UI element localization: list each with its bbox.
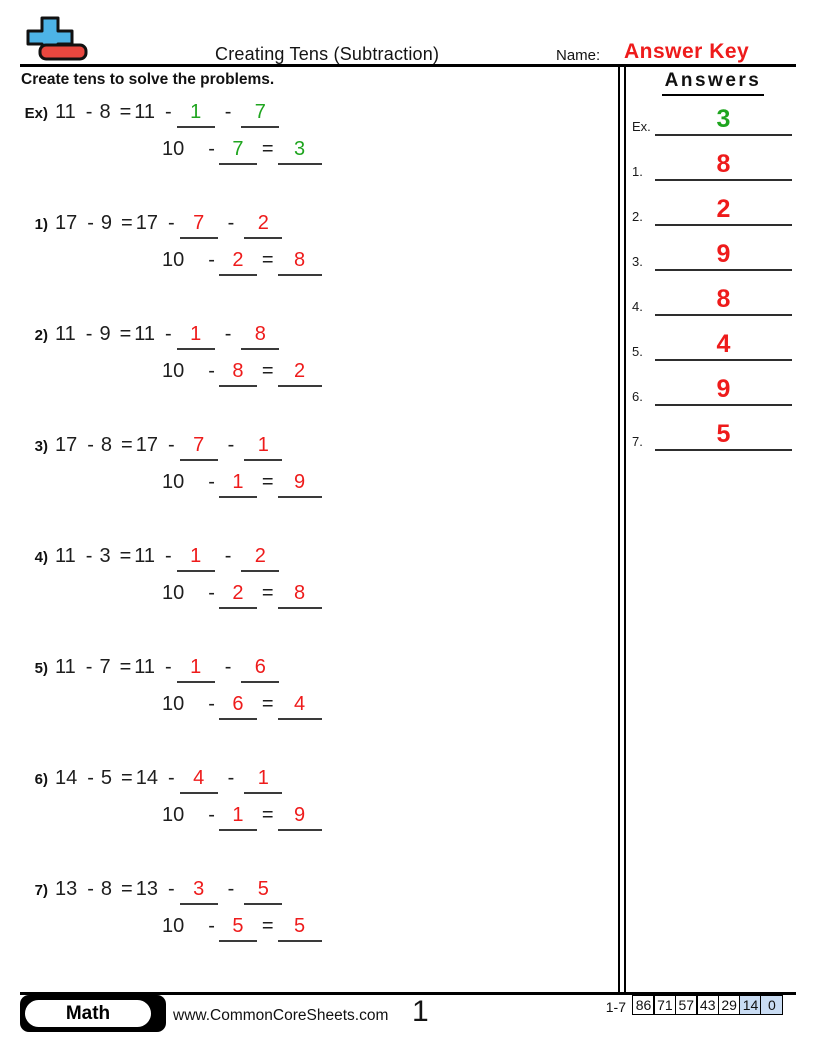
answer-number-label: 7. [632,434,643,449]
answer-blank-result: 2 [278,360,322,387]
answer-blank-first: 1 [177,323,215,350]
minuend: 11 [55,101,76,123]
minus-sign: - [208,249,215,271]
equals-sign: = [261,693,274,715]
answer-row [632,285,792,316]
subtrahend: 7 [99,656,111,678]
score-cell: 57 [675,995,698,1015]
score-cell: 14 [739,995,762,1015]
problem-number-label: 3) [34,438,48,455]
ten-value: 10 [162,804,185,826]
answer-blank-subtract: 8 [219,360,257,387]
minus-sign: - [87,878,94,900]
minus-sign: - [224,545,232,567]
worksheet-title: Creating Tens (Subtraction) [215,44,440,64]
answer-blank-second: 5 [244,878,282,905]
answer-number-label: 1. [632,164,643,179]
equals-sign: = [261,360,274,382]
problem-equation-line2 [162,137,322,165]
answer-blank-first: 4 [180,767,218,794]
minuend-repeat: 17 [135,212,158,234]
name-label: Name: [556,47,601,64]
website-text: www.CommonCoreSheets.com [173,1007,389,1024]
subject-badge-label: Math [25,1000,151,1027]
minuend-repeat: 11 [134,323,156,345]
answer-blank-result: 8 [278,249,322,276]
answer-blank-second: 2 [244,212,282,239]
answer-blank-first: 1 [177,101,215,128]
subtrahend: 5 [100,767,113,789]
minus-sign: - [165,323,172,345]
minuend: 14 [55,767,78,789]
minus-sign: - [87,767,94,789]
minus-sign: - [208,138,215,160]
minuend-repeat: 17 [135,434,158,456]
score-cell: 29 [718,995,741,1015]
answer-blank-result: 5 [278,915,322,942]
problem-equation-line1 [22,655,322,683]
problem-block [22,322,322,387]
problem-block [22,766,322,831]
problem-equation-line2 [162,581,322,609]
minuend: 11 [55,545,76,567]
minuend: 17 [55,212,78,234]
minuend: 13 [55,878,78,900]
answer-blank-subtract: 2 [219,582,257,609]
ten-value: 10 [162,360,185,382]
subtrahend: 9 [99,323,111,345]
subject-badge [20,995,166,1032]
equals-sign: = [119,101,132,123]
subtrahend: 8 [100,878,113,900]
answer-blank-subtract: 2 [219,249,257,276]
minuend-repeat: 14 [135,767,158,789]
ten-value: 10 [162,138,185,160]
equals-sign: = [119,545,132,567]
problem-equation-line1 [22,100,322,128]
answer-number-label: Ex. [632,119,651,134]
problem-number-label: 1) [34,216,48,233]
problem-number-label: 7) [34,882,48,899]
score-grid [632,995,783,1015]
minus-sign: - [208,693,215,715]
subtrahend: 8 [99,101,111,123]
answer-value: 8 [655,285,792,316]
problem-number-label: 2) [34,327,48,344]
answers-column-divider [618,67,626,993]
minus-sign: - [227,212,235,234]
problem-number-label: Ex) [24,105,48,122]
minus-sign: - [227,434,235,456]
subtrahend: 8 [100,434,113,456]
ten-value: 10 [162,582,185,604]
answer-row [632,330,792,361]
minus-sign: - [208,804,215,826]
answer-value: 5 [655,420,792,451]
subtrahend: 9 [100,212,113,234]
answer-blank-subtract: 6 [219,693,257,720]
answer-blank-subtract: 7 [219,138,257,165]
subtrahend: 3 [99,545,111,567]
answer-row [632,195,792,226]
answer-blank-second: 2 [241,545,279,572]
answer-value: 8 [655,150,792,181]
problem-equation-line2 [162,803,322,831]
answer-blank-first: 1 [177,545,215,572]
answer-blank-second: 1 [244,434,282,461]
minus-sign: - [167,434,175,456]
page-number: 1 [412,995,429,1028]
answer-blank-first: 7 [180,212,218,239]
problem-equation-line1 [22,877,322,905]
problem-equation-line2 [162,359,322,387]
minuend-repeat: 11 [134,545,156,567]
answer-key-text: Answer Key [624,40,750,63]
problem-equation-line2 [162,248,322,276]
minus-sign: - [85,101,93,123]
equals-sign: = [119,323,132,345]
instructions-text: Create tens to solve the problems. [21,71,275,88]
minus-sign: - [208,471,215,493]
equals-sign: = [261,804,274,826]
minus-sign: - [167,878,175,900]
ten-value: 10 [162,249,185,271]
score-cell: 0 [760,995,783,1015]
problem-block [22,100,322,165]
answer-row [632,375,792,406]
minus-sign: - [227,767,235,789]
minus-sign: - [85,545,93,567]
minus-sign: - [224,323,232,345]
minus-sign: - [227,878,235,900]
minuend: 11 [55,323,76,345]
answer-blank-result: 9 [278,471,322,498]
score-cell: 43 [696,995,719,1015]
answer-blank-subtract: 5 [219,915,257,942]
problem-number-label: 6) [34,771,48,788]
minus-sign: - [165,101,172,123]
minus-sign: - [165,656,172,678]
equals-sign: = [261,915,274,937]
minus-sign: - [87,434,94,456]
minuend: 11 [55,656,76,678]
minus-sign: - [208,360,215,382]
minus-sign: - [87,212,94,234]
answer-row [632,105,792,136]
equals-sign: = [119,656,132,678]
problem-equation-line1 [22,322,322,350]
answers-title: Answers [662,70,765,96]
answer-number-label: 5. [632,344,643,359]
answer-blank-second: 6 [241,656,279,683]
answer-blank-result: 8 [278,582,322,609]
answer-blank-second: 7 [241,101,279,128]
problem-equation-line1 [22,544,322,572]
minus-sign: - [85,323,93,345]
answer-value: 2 [655,195,792,226]
equals-sign: = [121,212,133,234]
answer-number-label: 4. [632,299,643,314]
problem-block [22,655,322,720]
answer-blank-first: 1 [177,656,215,683]
answer-value: 3 [655,105,792,136]
answer-number-label: 3. [632,254,643,269]
answer-row [632,420,792,451]
minus-sign: - [224,656,232,678]
ten-value: 10 [162,471,185,493]
answer-number-label: 6. [632,389,643,404]
problem-block [22,544,322,609]
minus-sign: - [208,915,215,937]
answer-blank-result: 9 [278,804,322,831]
answer-blank-second: 8 [241,323,279,350]
answer-blank-second: 1 [244,767,282,794]
answers-panel-header [628,70,798,96]
minuend-repeat: 13 [135,878,158,900]
answer-blank-first: 7 [180,434,218,461]
ten-value: 10 [162,693,185,715]
problem-equation-line1 [22,211,322,239]
answer-blank-result: 4 [278,693,322,720]
problem-equation-line1 [22,766,322,794]
score-cell: 71 [653,995,676,1015]
equals-sign: = [121,878,133,900]
answer-row [632,240,792,271]
score-range-label: 1-7 [605,999,626,1015]
equals-sign: = [261,471,274,493]
equals-sign: = [121,434,133,456]
problem-number-label: 5) [34,660,48,677]
problem-equation-line2 [162,914,322,942]
minus-sign: - [208,582,215,604]
minus-sign: - [165,545,172,567]
minuend: 17 [55,434,78,456]
answer-row [632,150,792,181]
problem-equation-line2 [162,692,322,720]
equals-sign: = [261,249,274,271]
answer-blank-first: 3 [180,878,218,905]
answer-value: 4 [655,330,792,361]
minus-sign: - [224,101,232,123]
answer-blank-subtract: 1 [219,804,257,831]
problem-equation-line2 [162,470,322,498]
minus-sign: - [167,212,175,234]
problem-block [22,877,322,942]
minus-sign: - [167,767,175,789]
minuend-repeat: 11 [134,656,156,678]
answer-value: 9 [655,240,792,271]
answer-number-label: 2. [632,209,643,224]
equals-sign: = [121,767,133,789]
problems-list [22,0,602,993]
ten-value: 10 [162,915,185,937]
answer-blank-result: 3 [278,138,322,165]
score-cell: 86 [632,995,655,1015]
problem-equation-line1 [22,433,322,461]
equals-sign: = [261,582,274,604]
answer-blank-subtract: 1 [219,471,257,498]
answer-value: 9 [655,375,792,406]
minuend-repeat: 11 [134,101,156,123]
minus-sign: - [85,656,93,678]
equals-sign: = [261,138,274,160]
problem-number-label: 4) [34,549,48,566]
problem-block [22,433,322,498]
problem-block [22,211,322,276]
